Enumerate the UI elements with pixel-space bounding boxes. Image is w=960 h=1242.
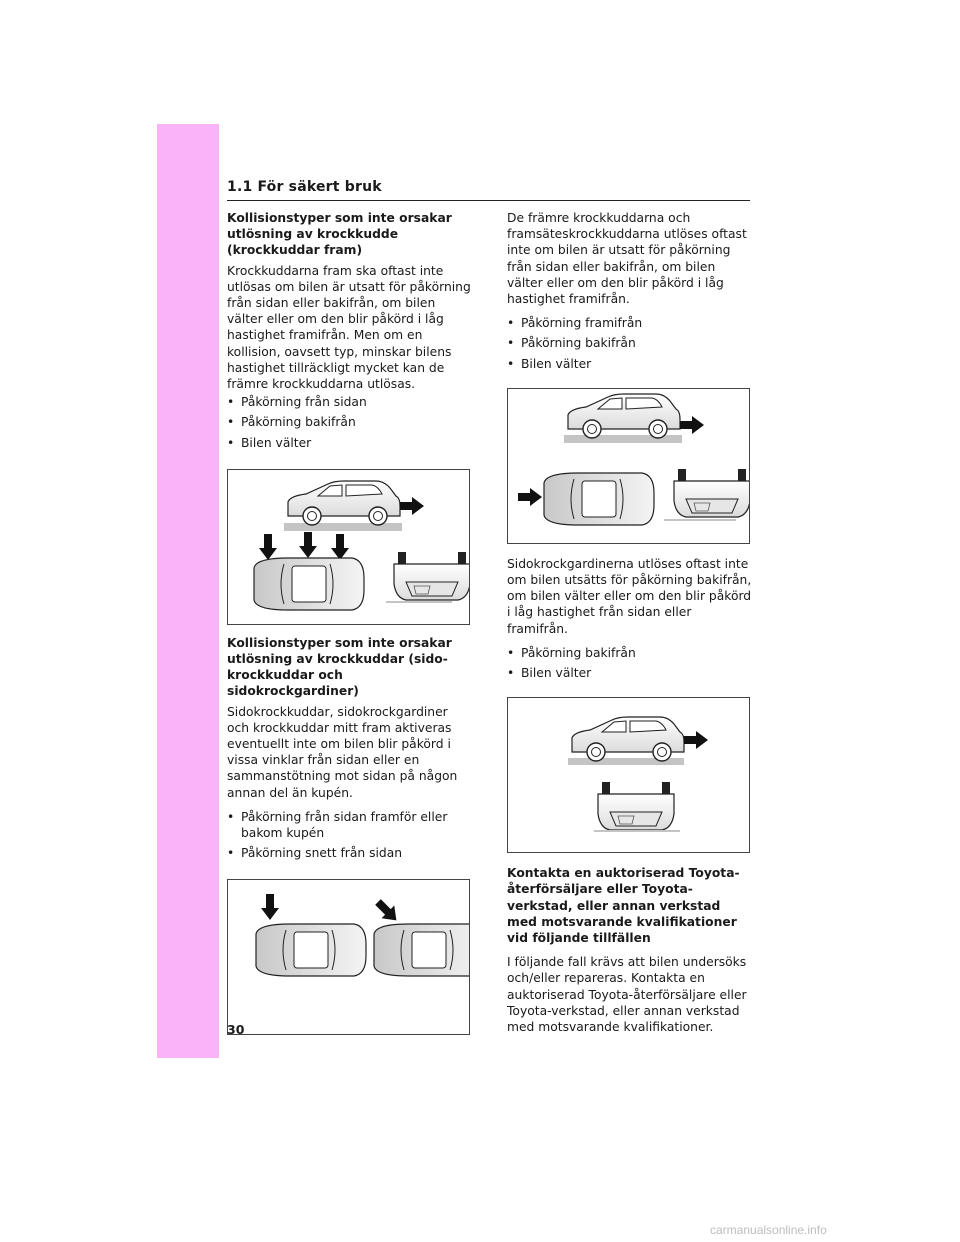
left-section1-body: Krockkuddarna fram ska oftast inte utlösas om bilen är utsatt för påkörning från sidan eller bakifrån, om bilen välter eller om den blir påkörd i låg hastighet framifrån. Men om en kollision, oavsett typ, minskar bilens hastighet tillräckligt mycket kan de främre krockkuddarna utlösas.	[227, 263, 471, 392]
left-section1-heading: Kollisionstyper som inte orsakar utlösning av krockkudde (krockkuddar fram)	[227, 211, 452, 258]
right-section3-heading: Kontakta en auktoriserad Toyota-återförsäljare eller Toyota-verkstad, eller annan verkstad med motsvarande kvalifikationer vid följande tillfällen	[507, 866, 740, 946]
section-title: 1.1 För säkert bruk	[227, 179, 382, 195]
right-section1-bullets	[507, 315, 752, 372]
left-column	[227, 210, 472, 1035]
left-section2-body: Sidokrockkuddar, sidokrockgardiner och krockkuddar mitt fram aktiveras eventuellt inte om bilen blir påkörd i vissa vinklar från sidan eller en sammanstötning mot sidan på någon annan del än kupén.	[227, 704, 458, 800]
figure-front-airbag-collisions	[227, 469, 470, 625]
collision-illustration	[228, 470, 469, 624]
page-number: 30	[227, 1022, 245, 1037]
figure-side-airbag-collisions	[227, 879, 470, 1035]
list-item: • Bilen välter	[227, 435, 472, 451]
list-item: • Påkörning snett från sidan	[227, 845, 472, 861]
list-item: • Påkörning bakifrån	[507, 335, 752, 351]
list-item: • Påkörning framifrån	[507, 315, 752, 331]
collision-illustration	[508, 698, 749, 852]
chapter-side-bar	[157, 124, 219, 1058]
right-section2-bullets	[507, 645, 752, 681]
list-item: • Bilen välter	[507, 665, 752, 681]
list-item: • Påkörning från sidan framför eller bakom kupén	[227, 809, 472, 841]
left-section2-heading: Kollisionstyper som inte orsakar utlösning av krockkuddar (sido-krockkuddar och sidokrockgardiner)	[227, 635, 452, 699]
collision-illustration	[228, 880, 469, 1034]
figure-side-curtain-collisions	[507, 697, 750, 853]
list-item: • Påkörning bakifrån	[507, 645, 752, 661]
right-section3-body: I följande fall krävs att bilen undersöks och/eller repareras. Kontakta en auktoriserad Toyota-återförsäljare eller Toyota-verkstad, eller annan verkstad med motsvarande kvalifikationer.	[507, 955, 747, 1035]
list-item: • Bilen välter	[507, 356, 752, 372]
right-column	[507, 210, 752, 1035]
watermark: carmanualsonline.info	[710, 1223, 827, 1237]
right-section2-body: Sidokrockgardinerna utlöses oftast inte om bilen utsätts för påkörning bakifrån, om bilen välter eller om den blir påkörd i låg hastighet från sidan eller framifrån.	[507, 556, 752, 636]
right-section1-body: De främre krockkuddarna och framsäteskrockkuddarna utlöses oftast inte om bilen är utsatt för påkörning från sidan eller bakifrån, om bilen välter eller om den blir påkörd i låg hastighet framifrån.	[507, 211, 747, 307]
left-section1-bullets	[227, 394, 472, 451]
list-item: • Påkörning från sidan	[227, 394, 472, 410]
left-section2-bullets	[227, 809, 472, 862]
title-rule	[227, 200, 750, 201]
figure-front-seat-airbag-collisions	[507, 388, 750, 544]
collision-illustration	[508, 389, 749, 543]
list-item: • Påkörning bakifrån	[227, 414, 472, 430]
